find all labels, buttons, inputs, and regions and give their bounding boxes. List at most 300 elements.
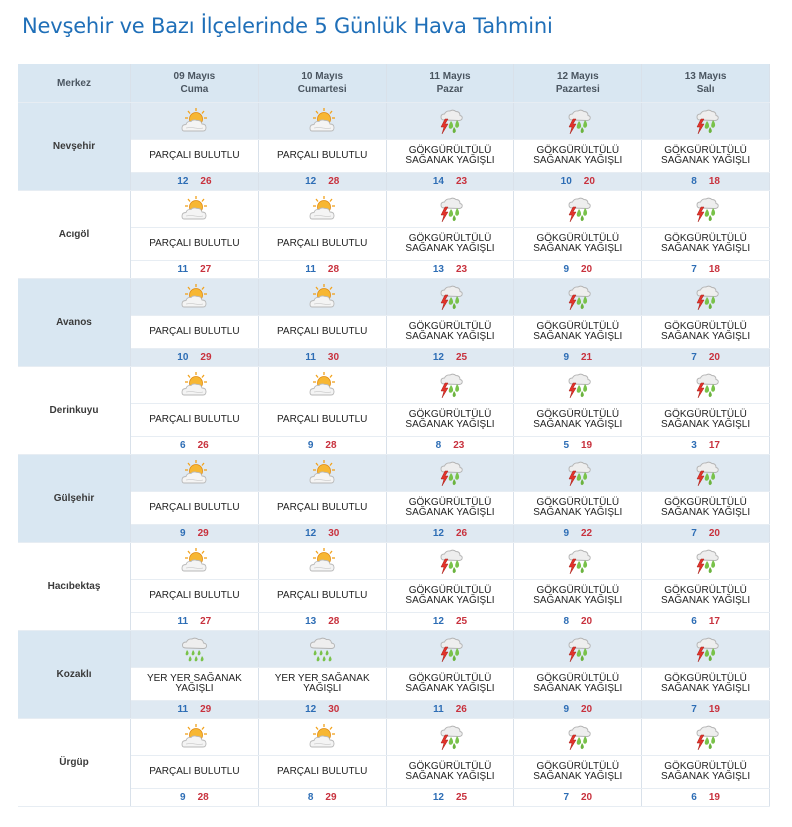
high-temperature: 19 <box>581 440 593 451</box>
temperature-cell <box>514 261 642 279</box>
weather-icon-cell <box>642 191 770 228</box>
weather-description <box>386 492 514 525</box>
thunderstorm-shower-icon <box>563 723 593 751</box>
weather-description-line1: GÖKGÜRÜLTÜLÜ <box>408 585 492 596</box>
header-row <box>18 64 770 103</box>
low-temperature: 5 <box>563 440 569 451</box>
city-name: Derinkuyu <box>18 367 131 455</box>
thunderstorm-shower-icon <box>691 195 721 223</box>
low-temperature: 6 <box>691 616 697 627</box>
high-temperature: 29 <box>325 792 337 803</box>
header-day <box>642 64 770 103</box>
high-temperature: 26 <box>455 704 467 715</box>
thunderstorm-shower-icon <box>563 283 593 311</box>
weather-description-line1: GÖKGÜRÜLTÜLÜ <box>536 673 620 684</box>
temperature-cell <box>131 789 259 807</box>
low-temperature: 11 <box>177 264 189 275</box>
weather-icon-cell <box>131 191 259 228</box>
high-temperature: 29 <box>197 528 209 539</box>
weather-icon-cell <box>258 631 386 668</box>
forecast-table <box>18 64 770 807</box>
temperature-cell <box>514 613 642 631</box>
low-temperature: 8 <box>307 792 314 803</box>
weather-icon-cell <box>642 103 770 140</box>
high-temperature: 21 <box>581 352 593 363</box>
weather-description-line1: GÖKGÜRÜLTÜLÜ <box>664 585 747 596</box>
city-icon-row <box>18 279 770 316</box>
weather-description-line2: YAĞIŞLI <box>175 683 214 694</box>
city-icon-row <box>18 631 770 668</box>
weather-icon-cell <box>514 279 642 316</box>
high-temperature: 23 <box>455 264 468 275</box>
weather-icon-cell <box>514 719 642 756</box>
high-temperature: 23 <box>455 176 468 187</box>
forecast-body <box>18 103 770 807</box>
weather-icon-cell <box>258 543 386 580</box>
temperature-cell <box>386 349 514 367</box>
weather-description-line1: PARÇALI BULUTLU <box>276 150 368 161</box>
low-temperature: 7 <box>691 704 697 715</box>
weather-description <box>642 756 770 789</box>
high-temperature: 22 <box>581 528 593 539</box>
city-icon-row <box>18 455 770 492</box>
weather-description <box>514 756 642 789</box>
temperature-cell <box>514 701 642 719</box>
temperature-cell <box>131 701 259 719</box>
low-temperature: 6 <box>180 440 186 451</box>
city-name: Hacıbektaş <box>18 543 131 631</box>
city-icon-row <box>18 103 770 140</box>
thunderstorm-shower-icon <box>435 547 465 575</box>
weather-description <box>642 668 770 701</box>
high-temperature: 20 <box>581 264 593 275</box>
weather-description-line2: SAĞANAK YAĞIŞLI <box>405 331 495 342</box>
weather-icon-cell <box>386 191 514 228</box>
weather-description-line2: SAĞANAK YAĞIŞLI <box>405 419 495 430</box>
temperature-cell <box>386 525 514 543</box>
low-temperature: 11 <box>305 352 316 363</box>
header-weekday: Pazartesi <box>555 84 600 95</box>
high-temperature: 28 <box>328 176 340 187</box>
weather-icon-cell <box>131 455 259 492</box>
high-temperature: 20 <box>708 528 720 539</box>
weather-icon-cell <box>131 631 259 668</box>
city-name: Kozaklı <box>18 631 131 719</box>
high-temperature: 30 <box>327 352 340 363</box>
weather-description <box>386 580 514 613</box>
weather-description <box>131 580 259 613</box>
weather-description-line2: SAĞANAK YAĞIŞLI <box>661 771 751 782</box>
low-temperature: 14 <box>432 176 444 187</box>
weather-description-line1: PARÇALI BULUTLU <box>149 502 240 513</box>
weather-description <box>642 492 770 525</box>
temperature-cell <box>514 349 642 367</box>
low-temperature: 9 <box>180 528 186 539</box>
city-temperature-row <box>18 789 770 807</box>
thunderstorm-shower-icon <box>435 459 465 487</box>
thunderstorm-shower-icon <box>691 459 721 487</box>
high-temperature: 20 <box>708 352 720 363</box>
weather-description-line2: SAĞANAK YAĞIŞLI <box>533 243 623 254</box>
temperature-cell <box>386 437 514 455</box>
temperature-cell <box>258 613 386 631</box>
low-temperature: 12 <box>432 528 444 539</box>
weather-description-line2: SAĞANAK YAĞIŞLI <box>661 331 751 342</box>
weather-icon-cell <box>258 367 386 404</box>
high-temperature: 26 <box>200 176 212 187</box>
weather-description-line1: GÖKGÜRÜLTÜLÜ <box>408 761 492 772</box>
weather-icon-cell <box>131 103 259 140</box>
thunderstorm-shower-icon <box>691 547 721 575</box>
low-temperature: 12 <box>432 352 444 363</box>
weather-icon-cell <box>514 191 642 228</box>
weather-description-line1: GÖKGÜRÜLTÜLÜ <box>536 145 620 156</box>
scattered-shower-icon <box>179 635 209 663</box>
weather-description-line1: YER YER SAĞANAK <box>146 673 242 684</box>
weather-description-line1: GÖKGÜRÜLTÜLÜ <box>664 497 747 508</box>
header-date: 09 Mayıs <box>173 71 216 82</box>
high-temperature: 30 <box>328 704 340 715</box>
weather-icon-cell <box>514 367 642 404</box>
weather-description <box>131 404 259 437</box>
temperature-cell <box>514 525 642 543</box>
weather-description <box>386 228 514 261</box>
weather-description <box>131 316 259 349</box>
header-day <box>386 64 514 103</box>
weather-description-line2: SAĞANAK YAĞIŞLI <box>661 419 751 430</box>
temperature-cell <box>642 789 770 807</box>
weather-icon-cell <box>642 631 770 668</box>
high-temperature: 25 <box>455 792 468 803</box>
weather-description-line2: SAĞANAK YAĞIŞLI <box>661 155 751 166</box>
low-temperature: 3 <box>691 440 697 451</box>
thunderstorm-shower-icon <box>691 283 721 311</box>
low-temperature: 12 <box>432 792 444 803</box>
low-temperature: 9 <box>563 264 569 275</box>
city-description-row <box>18 228 770 261</box>
low-temperature: 9 <box>563 704 569 715</box>
city-name: Acıgöl <box>18 191 131 279</box>
weather-description <box>642 228 770 261</box>
thunderstorm-shower-icon <box>563 371 593 399</box>
low-temperature: 9 <box>307 440 314 451</box>
low-temperature: 7 <box>691 264 697 275</box>
city-temperature-row <box>18 437 770 455</box>
temperature-cell <box>386 789 514 807</box>
header-date: 11 Mayıs <box>429 71 471 82</box>
temperature-cell <box>642 613 770 631</box>
weather-description <box>642 140 770 173</box>
thunderstorm-shower-icon <box>563 195 593 223</box>
thunderstorm-shower-icon <box>691 635 721 663</box>
partly-cloudy-icon <box>179 547 209 575</box>
weather-description-line1: PARÇALI BULUTLU <box>276 766 368 777</box>
high-temperature: 23 <box>453 440 465 451</box>
temperature-cell <box>258 173 386 191</box>
weather-description-line1: PARÇALI BULUTLU <box>149 590 240 601</box>
header-date: 12 Mayıs <box>556 71 599 82</box>
temperature-cell <box>642 261 770 279</box>
low-temperature: 7 <box>563 792 569 803</box>
temperature-cell <box>131 437 259 455</box>
city-description-row <box>18 404 770 437</box>
high-temperature: 17 <box>708 440 720 451</box>
high-temperature: 28 <box>325 440 337 451</box>
low-temperature: 9 <box>563 528 569 539</box>
temperature-cell <box>642 173 770 191</box>
weather-icon-cell <box>514 103 642 140</box>
high-temperature: 18 <box>708 176 720 187</box>
weather-description <box>386 756 514 789</box>
weather-description <box>131 228 259 261</box>
weather-description-line2: SAĞANAK YAĞIŞLI <box>405 507 495 518</box>
weather-description <box>131 492 259 525</box>
scattered-shower-icon <box>307 635 337 663</box>
city-temperature-row <box>18 613 770 631</box>
weather-icon-cell <box>642 455 770 492</box>
weather-description-line1: GÖKGÜRÜLTÜLÜ <box>408 321 492 332</box>
partly-cloudy-icon <box>179 723 209 751</box>
weather-description-line1: GÖKGÜRÜLTÜLÜ <box>664 761 747 772</box>
high-temperature: 28 <box>327 264 340 275</box>
temperature-cell <box>258 349 386 367</box>
low-temperature: 12 <box>305 176 317 187</box>
weather-icon-cell <box>131 367 259 404</box>
temperature-cell <box>386 261 514 279</box>
weather-description-line1: GÖKGÜRÜLTÜLÜ <box>408 145 492 156</box>
weather-description-line1: YER YER SAĞANAK <box>274 673 370 684</box>
temperature-cell <box>258 261 386 279</box>
low-temperature: 8 <box>563 616 569 627</box>
partly-cloudy-icon <box>307 723 337 751</box>
partly-cloudy-icon <box>179 195 209 223</box>
weather-icon-cell <box>258 191 386 228</box>
weather-description <box>514 404 642 437</box>
thunderstorm-shower-icon <box>435 635 465 663</box>
weather-description <box>386 668 514 701</box>
weather-icon-cell <box>514 455 642 492</box>
low-temperature: 11 <box>305 264 316 275</box>
weather-description-line2: SAĞANAK YAĞIŞLI <box>405 155 495 166</box>
temperature-cell <box>258 437 386 455</box>
thunderstorm-shower-icon <box>563 635 593 663</box>
weather-description <box>258 140 386 173</box>
high-temperature: 25 <box>455 616 468 627</box>
temperature-cell <box>386 701 514 719</box>
thunderstorm-shower-icon <box>435 195 465 223</box>
partly-cloudy-icon <box>307 459 337 487</box>
partly-cloudy-icon <box>179 107 209 135</box>
high-temperature: 30 <box>328 528 340 539</box>
city-temperature-row <box>18 349 770 367</box>
header-date: 13 Mayıs <box>684 71 727 82</box>
city-description-row <box>18 140 770 173</box>
city-description-row <box>18 492 770 525</box>
temperature-cell <box>131 261 259 279</box>
weather-description-line2: SAĞANAK YAĞIŞLI <box>661 243 751 254</box>
city-temperature-row <box>18 525 770 543</box>
weather-description <box>258 316 386 349</box>
city-name: Ürgüp <box>18 719 131 807</box>
weather-description-line2: YAĞIŞLI <box>303 683 342 694</box>
low-temperature: 12 <box>177 176 189 187</box>
high-temperature: 29 <box>200 352 212 363</box>
high-temperature: 29 <box>200 704 212 715</box>
weather-description-line1: PARÇALI BULUTLU <box>276 590 368 601</box>
low-temperature: 12 <box>432 616 444 627</box>
city-description-row <box>18 316 770 349</box>
weather-description <box>514 492 642 525</box>
partly-cloudy-icon <box>307 371 337 399</box>
thunderstorm-shower-icon <box>691 107 721 135</box>
weather-description-line2: SAĞANAK YAĞIŞLI <box>533 155 623 166</box>
weather-description <box>258 580 386 613</box>
weather-icon-cell <box>386 455 514 492</box>
weather-icon-cell <box>386 103 514 140</box>
high-temperature: 20 <box>581 616 593 627</box>
weather-icon-cell <box>386 367 514 404</box>
weather-description-line2: SAĞANAK YAĞIŞLI <box>533 771 623 782</box>
weather-description-line2: SAĞANAK YAĞIŞLI <box>661 683 751 694</box>
temperature-cell <box>131 173 259 191</box>
city-name: Avanos <box>18 279 131 367</box>
weather-description <box>642 580 770 613</box>
low-temperature: 7 <box>691 352 697 363</box>
thunderstorm-shower-icon <box>435 723 465 751</box>
header-day <box>131 64 259 103</box>
weather-icon-cell <box>514 543 642 580</box>
high-temperature: 28 <box>328 616 340 627</box>
header-weekday: Salı <box>696 84 715 95</box>
weather-description-line1: GÖKGÜRÜLTÜLÜ <box>664 321 747 332</box>
high-temperature: 20 <box>581 704 593 715</box>
low-temperature: 10 <box>177 352 189 363</box>
city-name: Nevşehir <box>18 103 131 191</box>
header-weekday: Cumartesi <box>297 84 347 95</box>
city-temperature-row <box>18 261 770 279</box>
weather-description-line2: SAĞANAK YAĞIŞLI <box>661 595 751 606</box>
low-temperature: 12 <box>305 528 317 539</box>
weather-description-line1: PARÇALI BULUTLU <box>276 414 368 425</box>
low-temperature: 9 <box>180 792 186 803</box>
partly-cloudy-icon <box>307 107 337 135</box>
weather-description-line1: PARÇALI BULUTLU <box>276 502 368 513</box>
temperature-cell <box>386 613 514 631</box>
weather-icon-cell <box>258 719 386 756</box>
low-temperature: 11 <box>433 704 444 715</box>
weather-description-line2: SAĞANAK YAĞIŞLI <box>405 595 495 606</box>
temperature-cell <box>514 173 642 191</box>
low-temperature: 13 <box>305 616 317 627</box>
city-icon-row <box>18 367 770 404</box>
header-date: 10 Mayıs <box>301 71 344 82</box>
weather-description-line2: SAĞANAK YAĞIŞLI <box>405 683 495 694</box>
thunderstorm-shower-icon <box>563 459 593 487</box>
weather-description-line1: PARÇALI BULUTLU <box>276 326 368 337</box>
low-temperature: 6 <box>691 792 697 803</box>
header-day <box>514 64 642 103</box>
weather-description-line1: PARÇALI BULUTLU <box>276 238 368 249</box>
high-temperature: 18 <box>708 264 720 275</box>
weather-icon-cell <box>258 455 386 492</box>
weather-icon-cell <box>386 719 514 756</box>
weather-description-line2: SAĞANAK YAĞIŞLI <box>533 419 623 430</box>
temperature-cell <box>514 789 642 807</box>
temperature-cell <box>258 701 386 719</box>
city-temperature-row <box>18 701 770 719</box>
temperature-cell <box>258 525 386 543</box>
city-description-row <box>18 668 770 701</box>
weather-description <box>514 580 642 613</box>
high-temperature: 27 <box>200 264 212 275</box>
weather-description-line1: GÖKGÜRÜLTÜLÜ <box>536 233 620 244</box>
header-weekday: Pazar <box>436 84 464 95</box>
city-icon-row <box>18 543 770 580</box>
city-name: Gülşehir <box>18 455 131 543</box>
weather-description-line1: GÖKGÜRÜLTÜLÜ <box>408 409 492 420</box>
low-temperature: 10 <box>560 176 572 187</box>
weather-description-line1: GÖKGÜRÜLTÜLÜ <box>664 409 747 420</box>
high-temperature: 19 <box>708 792 720 803</box>
low-temperature: 8 <box>435 440 442 451</box>
temperature-cell <box>642 525 770 543</box>
low-temperature: 7 <box>691 528 697 539</box>
high-temperature: 26 <box>197 440 209 451</box>
low-temperature: 9 <box>563 352 569 363</box>
temperature-cell <box>131 525 259 543</box>
page-title: Nevşehir ve Bazı İlçelerinde 5 Günlük Hava Tahmini <box>22 14 553 38</box>
temperature-cell <box>642 437 770 455</box>
weather-description-line1: GÖKGÜRÜLTÜLÜ <box>536 321 620 332</box>
temperature-cell <box>131 613 259 631</box>
weather-description <box>131 756 259 789</box>
weather-description <box>514 140 642 173</box>
temperature-cell <box>131 349 259 367</box>
temperature-cell <box>258 789 386 807</box>
weather-icon-cell <box>642 279 770 316</box>
weather-description-line1: GÖKGÜRÜLTÜLÜ <box>408 497 492 508</box>
weather-description <box>258 668 386 701</box>
weather-icon-cell <box>131 279 259 316</box>
weather-description-line1: PARÇALI BULUTLU <box>149 766 240 777</box>
weather-description-line1: GÖKGÜRÜLTÜLÜ <box>408 233 492 244</box>
partly-cloudy-icon <box>307 283 337 311</box>
high-temperature: 26 <box>455 528 468 539</box>
thunderstorm-shower-icon <box>691 723 721 751</box>
weather-icon-cell <box>386 279 514 316</box>
low-temperature: 11 <box>177 704 189 715</box>
weather-description <box>386 404 514 437</box>
weather-description <box>386 140 514 173</box>
weather-description-line2: SAĞANAK YAĞIŞLI <box>533 683 623 694</box>
thunderstorm-shower-icon <box>435 371 465 399</box>
temperature-cell <box>514 437 642 455</box>
weather-description-line2: SAĞANAK YAĞIŞLI <box>533 507 623 518</box>
thunderstorm-shower-icon <box>563 547 593 575</box>
weather-icon-cell <box>514 631 642 668</box>
weather-description-line2: SAĞANAK YAĞIŞLI <box>405 243 495 254</box>
temperature-cell <box>386 173 514 191</box>
thunderstorm-shower-icon <box>435 283 465 311</box>
weather-description <box>514 228 642 261</box>
partly-cloudy-icon <box>179 371 209 399</box>
city-description-row <box>18 580 770 613</box>
weather-description <box>131 668 259 701</box>
weather-description <box>258 404 386 437</box>
high-temperature: 20 <box>583 176 595 187</box>
weather-description-line1: PARÇALI BULUTLU <box>149 326 240 337</box>
weather-description-line1: PARÇALI BULUTLU <box>149 238 240 249</box>
